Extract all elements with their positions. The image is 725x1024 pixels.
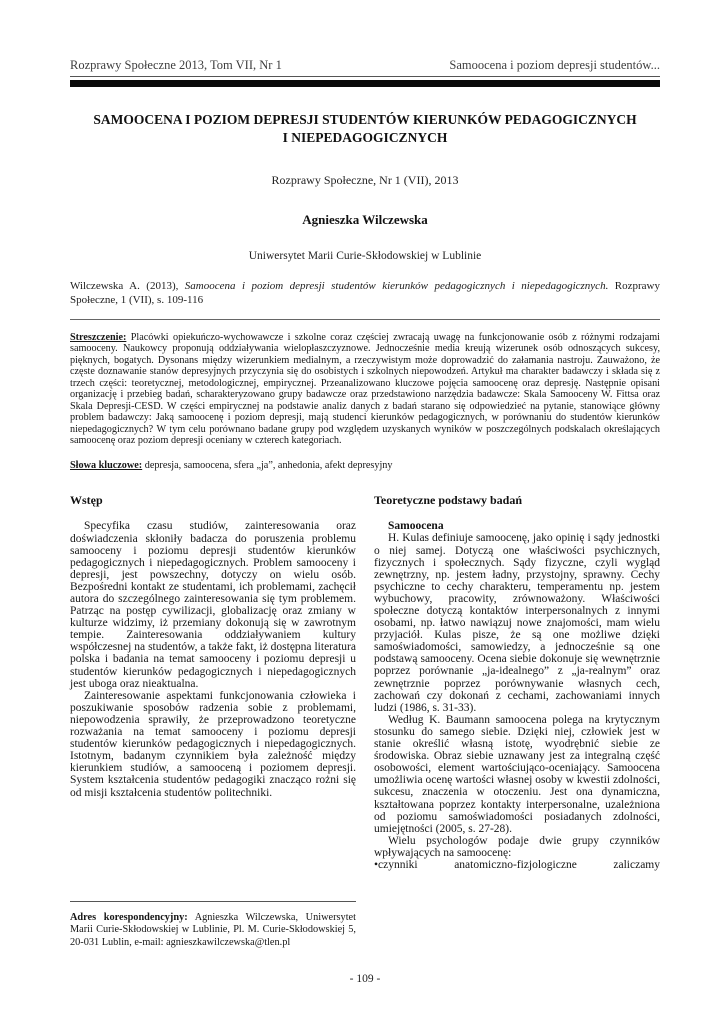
left-paragraph-1: Specyfika czasu studiów, zainteresowania oraz doświadczenia skłoniły badacza do poruszenia problemu samooceny i poziomu depresji studentów kierunków pedagogicznych i niepedagogicznych. Problem samooceny i depresji, jest powszechny, dotyczy on wielu osób. Bezpośredni kontakt ze studentami, ich problemami, zachęcił autora do szczególnego zainteresowania się tym problemem. Patrząc na postęp cywilizacji, globalizację oraz zmiany w kulturze widzimy, iż przemiany dokonują się w zawrotnym tempie. Zainteresowania oddziaływaniem kultury współczesnej na studentów, a także fakt, iż dostępna literatura polska i badania na temat samooceny i poziomu depresji u studentów kierunków pedagogicznych i niepedagogicznych jest uboga oraz nieaktualna. (70, 520, 356, 690)
section-heading-wstep: Wstęp (70, 493, 103, 508)
correspondence-text: Agnieszka Wilczewska, Uniwersytet Marii Curie-Skłodowskiej w Lublinie, Pl. M. Curie-Skłodowskiej 5, 20-031 Lublin, e-mail: agnieszkawilczewska@tlen.pl (70, 911, 356, 948)
article-title-line2: I NIEPEDAGOGICZNYCH (282, 130, 448, 146)
author-name: Agnieszka Wilczewska (302, 212, 428, 228)
two-column-body (70, 493, 660, 959)
page-number: - 109 - (349, 973, 381, 986)
abstract-label: Streszczenie: (70, 331, 127, 343)
abstract-top-rule (70, 319, 660, 320)
running-header (70, 58, 660, 77)
correspondence-block (70, 887, 356, 960)
section-heading-teoretyczne: Teoretyczne podstawy badań (374, 493, 523, 508)
citation (70, 280, 660, 308)
correspondence-address (70, 912, 356, 949)
left-paragraph-2: Zainteresowanie aspektami funkcjonowania człowieka i poszukiwanie sposobów radzenia sobie z problemami, niepowodzenia sprawiły, że przeprowadzono teoretyczne rozważania na temat samooceny i poziomu depresji studentów kierunków pedagogicznych i niepedagogicznych. Istotnym, badanym czynnikiem była zależność między kierunkiem studiów, a samooceną i poziomem depresji. System kształcenia studentów pedagogiki znacząco rożni się od misji kształcenia studentów politechniki. (70, 689, 356, 799)
correspondence-label: Adres korespondencyjny: (70, 911, 188, 923)
author-affiliation: Uniwersytet Marii Curie-Skłodowskiej w Lublinie (248, 250, 482, 263)
right-paragraph-2: Według K. Baumann samoocena polega na krytycznym stosunku do samego siebie. Dzięki niej, człowiek jest w stanie określić własną istotę, wyodrębnić siebie ze środowiska. Obraz siebie uznawany jest za integralną część osobowości, element wartościująco-oceniający. Samoocena umożliwia ocenę wartości własnej osoby w kwestii zdolności, sukcesu, znaczenia w otoczeniu. Jest ona dynamiczna, kształtowana poprzez kontakty interpersonalne, uzależniona od poziomu samoświadomości posiadanych zdolności, umiejętności (2005, s. 27-28). (374, 713, 660, 835)
running-header-right: Samoocena i poziom depresji studentów... (449, 58, 660, 72)
article-title-line1: SAMOOCENA I POZIOM DEPRESJI STUDENTÓW KIERUNKÓW PEDAGOGICZNYCH (93, 112, 637, 127)
article-title (70, 111, 660, 147)
abstract (70, 332, 660, 447)
citation-italic-title: Samoocena i poziom depresji studentów kierunków pedagogicznych i niepedagogicznych. (184, 280, 609, 293)
keywords-text: depresja, samoocena, sfera „ja”, anhedonia, afekt depresyjny (142, 459, 393, 471)
running-header-left: Rozprawy Społeczne 2013, Tom VII, Nr 1 (70, 58, 282, 72)
citation-suffix: Rozprawy Społeczne, 1 (VII), s. 109-116 (70, 280, 660, 307)
keywords-label: Słowa kluczowe: (70, 459, 143, 471)
right-paragraph-3: Wielu psychologów podaje dwie grupy czynników wpływających na samoocenę: (374, 834, 660, 859)
journal-reference: Rozprawy Społeczne, Nr 1 (VII), 2013 (271, 173, 459, 188)
subsection-heading-samoocena: Samoocena (388, 520, 444, 533)
right-column (374, 493, 660, 959)
header-divider-bar (70, 80, 660, 87)
abstract-text: Placówki opiekuńczo-wychowawcze i szkolne coraz częściej zwracają uwagę na funkcjonowanie osób z różnymi rodzajami samooceny. Naukowcy proponują oddziaływania wielopłaszczyznowe. Jednocześnie media kreują wizerunek osób odnoszących sukcesy, pięknych, bogatych. Dysonans między wizerunkiem medialnym, a rzeczywistym może doprowadzić do załamania nastroju. Zauważono, że częste doznawanie stanów depresyjnych przyczynia się do osobistych i szkolnych niepowodzeń. Artykuł ma charakter badawczy i składa się z trzech części: teoretycznej, metodologicznej, empirycznej. Przeanalizowano kluczowe pojęcia samoocenę oraz depresję. Następnie opisani organizację i przebieg badań, scharakteryzowano grupy badawcze oraz przedstawiono narzędzia badawcze: Skala Samooceny W. Fittsa oraz Skala Depresji-CESD. W części empirycznej na podstawie analiz danych z badań starano się odpowiedzieć na pytanie, stanowiące główny problem badawczy: Jaką samoocenę i poziom depresji, mają studenci kierunków pedagogicznych, w porównaniu do studentów kierunków niepedagogicznych? W tym celu porównano badane grupy pod względem uzyskanych wyników w poszczególnych podskalach określających samoocenę oraz poziom depresji oceniany w czterech kategoriach. (70, 331, 660, 447)
right-bullet-item: •czynniki anatomiczno-fizjologiczne zaliczamy (374, 858, 660, 871)
citation-prefix: Wilczewska A. (2013), (70, 280, 185, 293)
keywords (70, 460, 660, 472)
right-paragraph-1: H. Kulas definiuje samoocenę, jako opinię i sądy jednostki o niej samej. Dotyczą one właściwości psychicznych, fizycznych i społecznych. Sądy fizyczne, czyli wygląd zewnętrzny, np. jestem ładny, przystojny, sprawny. Cechy psychiczne to cechy charakteru, temperamentu np. jestem wybuchowy, pracowity, zrównoważony. Właściwości społeczne dotyczą kontaktów interpersonalnych z innymi osobami, np. łatwo nawiązuj nowe znajomości, mam wielu przyjaciół. Kulas pisze, że są one możliwe dzięki samoświadomości, samowiedzy, a jednocześnie są one podstawą samooceny. Ocena siebie dokonuje się wewnętrznie poprzez porównanie „ja-idealnego” z „ja-realnym” oraz zewnętrznie poprzez porównywanie własnych cech, zachowań czy dokonań z cechami, zachowaniami innych ludzi (1986, s. 31-33). (374, 532, 660, 714)
left-column (70, 493, 356, 959)
correspondence-rule (70, 901, 356, 902)
